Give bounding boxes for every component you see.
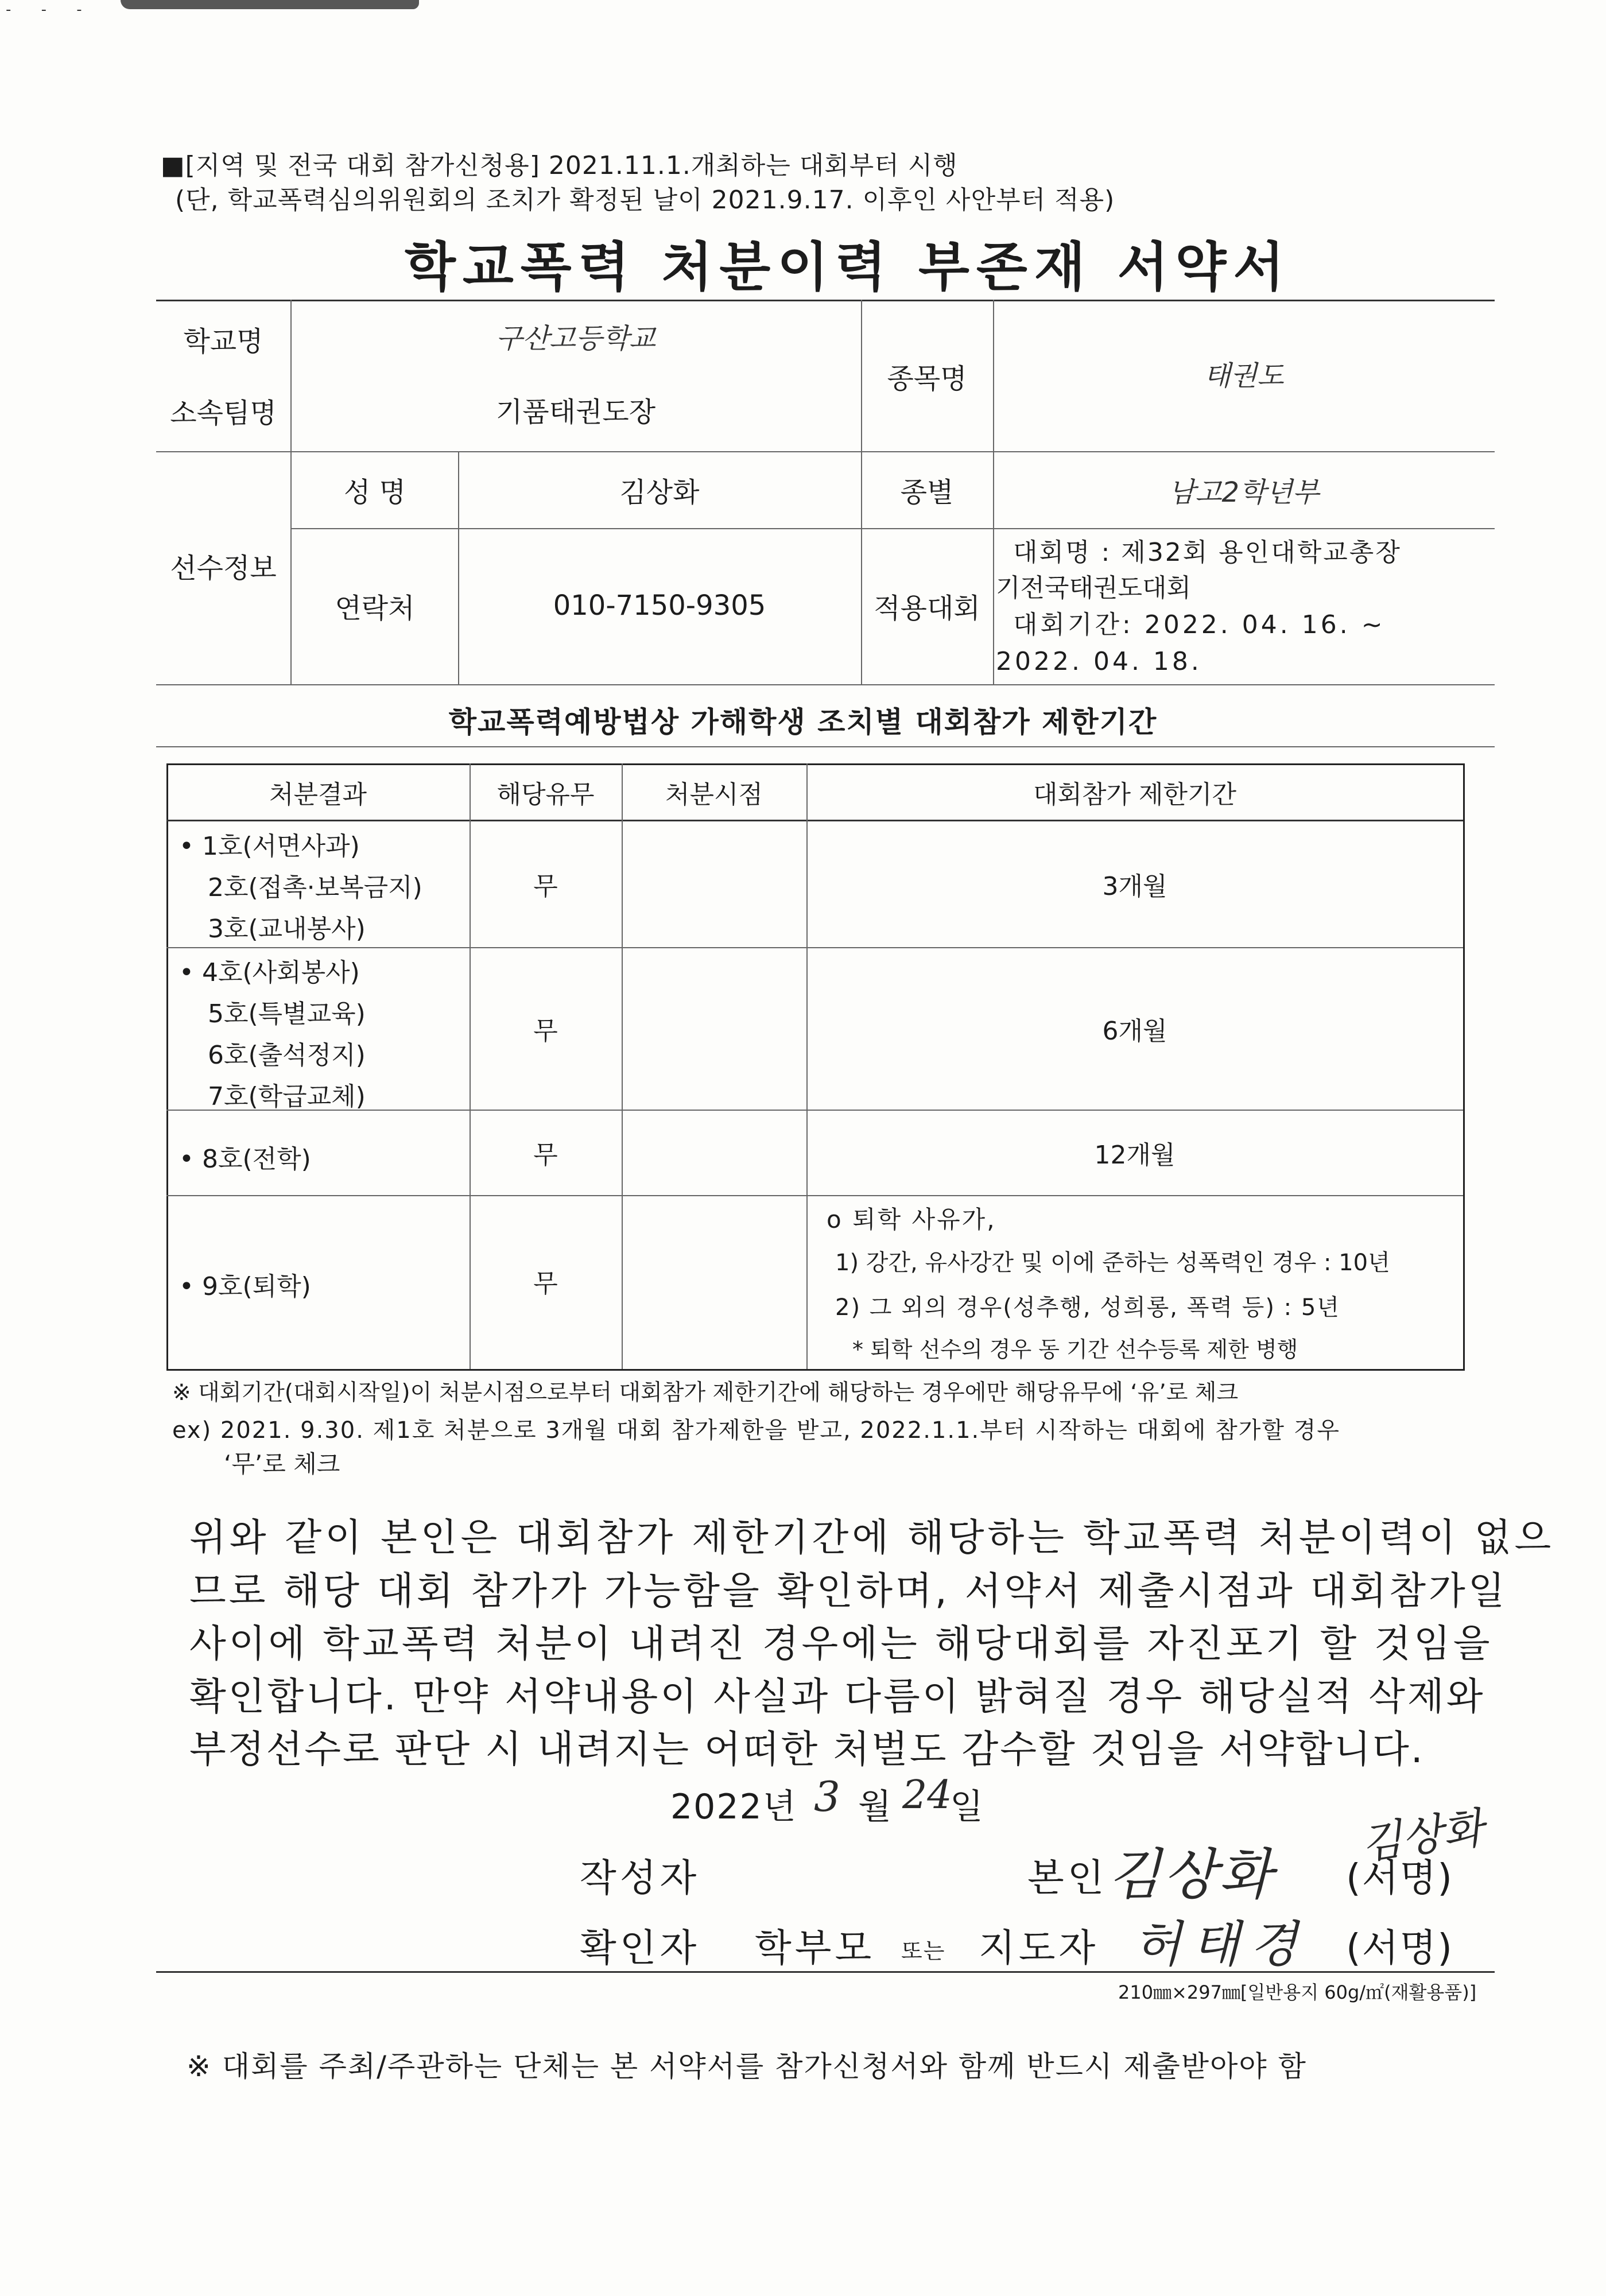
row1-line-1: • 1호(서면사과): [179, 825, 360, 862]
restriction-heading: 학교폭력예방법상 가해학생 조치별 대회참가 제한기간: [448, 705, 1158, 739]
date-day-value: 24: [902, 1773, 952, 1818]
restriction-heading-rule: [156, 746, 1495, 747]
row4-period-line-2: 1) 강간, 유사강간 및 이에 준하는 성폭력인 경우 : 10년: [835, 1250, 1390, 1276]
date-day-label: 일: [950, 1787, 987, 1827]
row2-line-3: 6호(출석정지): [208, 1041, 366, 1070]
row2-line-4: 7호(학급교체): [208, 1082, 366, 1111]
restriction-note-3: ‘무’로 체크: [224, 1450, 340, 1478]
footer-note: ※ 대회를 주최/주관하는 단체는 본 서약서를 참가신청서와 함께 반드시 제출받아야 함: [187, 2050, 1307, 2083]
row3-time: [622, 1130, 806, 1176]
info-athlete-row-rule: [292, 528, 1495, 529]
restriction-col-rule-3: [806, 763, 808, 1369]
row2-period: 6개월: [1102, 1017, 1167, 1046]
info-mid-rule: [156, 451, 1495, 452]
document-title: 학교폭력 처분이력 부존재 서약서: [405, 236, 1291, 298]
signature-rule: [156, 1971, 1495, 1973]
row4-applies: 무: [533, 1269, 558, 1298]
category-label: 종별: [900, 476, 954, 509]
event-label: 종목명: [887, 362, 967, 395]
contact-value: 010-7150-9305: [553, 589, 766, 622]
row4-period-line-1: o 퇴학 사유가,: [827, 1205, 996, 1234]
self-signature-initials: 김상화: [1357, 1803, 1487, 1870]
competition-line-2: 기전국태권도대회: [996, 573, 1192, 603]
competition-label: 적용대회: [874, 592, 980, 625]
self-sign-mark: (서명): [1346, 1856, 1454, 1900]
restriction-row-rule-3: [166, 1195, 1463, 1196]
restriction-note-2: ex) 2021. 9.30. 제1호 처분으로 3개월 대회 참가제한을 받고, 2022.1.1.부터 시작하는 대회에 참가할 경우: [172, 1417, 1341, 1444]
row3-line-1: • 8호(전학): [179, 1138, 311, 1175]
event-value: 태권도: [1204, 359, 1284, 392]
row4-period-line-3: 2) 그 외의 경우(성추행, 성희롱, 폭력 등) : 5년: [835, 1294, 1340, 1321]
athlete-name-value: 김상화: [619, 476, 700, 509]
athlete-info-label: 선수정보: [170, 552, 277, 584]
header-note-1: ■[지역 및 전국 대회 참가신청용] 2021.11.1.개최하는 대회부터 시행: [161, 151, 958, 180]
paper-spec: 210㎜×297㎜[일반용지 60g/㎡(재활용품)]: [1118, 1981, 1477, 2003]
row2-line-1: • 4호(사회봉사): [179, 952, 360, 988]
pledge-line-5: 부정선수로 판단 시 내려지는 어떠한 처벌도 감수할 것임을 서약합니다.: [189, 1727, 1425, 1771]
school-name-label: 학교명: [183, 325, 263, 358]
coach-signature: 허태경: [1134, 1916, 1308, 1973]
row1-line-2: 2호(접촉·보복금지): [208, 873, 422, 902]
row2-time: [622, 1006, 806, 1052]
row1-period: 3개월: [1102, 872, 1167, 901]
column-header-result: 처분결과: [269, 780, 367, 809]
pledge-line-4: 확인합니다. 만약 서약내용이 사실과 다름이 밝혀질 경우 해당실적 삭제와: [189, 1674, 1485, 1719]
row1-applies: 무: [533, 872, 558, 901]
team-name-label: 소속팀명: [170, 397, 277, 429]
header-note-2: (단, 학교폭력심의위원회의 조치가 확정된 날이 2021.9.17. 이후인 사안부터 적용): [175, 185, 1115, 215]
column-header-time: 처분시점: [665, 780, 763, 809]
or-label: 또는: [901, 1938, 946, 1964]
info-top-rule: [156, 300, 1495, 301]
row4-period-line-4: * 퇴학 선수의 경우 동 기간 선수등록 제한 병행: [852, 1337, 1298, 1362]
self-label: 본인: [1027, 1856, 1108, 1900]
row1-line-3: 3호(교내봉사): [208, 914, 366, 944]
date-year: 2022년: [670, 1787, 797, 1827]
row1-time: [622, 861, 806, 907]
pledge-line-2: 므로 해당 대회 참가가 가능함을 확인하며, 서약서 제출시점과 대회참가일: [189, 1569, 1508, 1613]
column-header-applies: 해당유무: [496, 780, 595, 809]
row3-applies: 무: [533, 1141, 558, 1170]
athlete-name-label: 성 명: [344, 476, 406, 509]
confirmer-label: 확인자: [580, 1926, 700, 1970]
category-value: 남고2학년부: [1168, 476, 1320, 509]
coach-sign-mark: (서명): [1346, 1926, 1454, 1970]
competition-line-1: 대회명 : 제32회 용인대학교총장: [1013, 538, 1402, 567]
row4-time: [622, 1258, 806, 1304]
row2-line-2: 5호(특별교육): [208, 999, 366, 1029]
competition-line-3: 대회기간: 2022. 04. 16. ~: [1013, 610, 1386, 639]
pledge-line-3: 사이에 학교폭력 처분이 내려진 경우에는 해당대회를 자진포기 할 것임을: [189, 1622, 1493, 1666]
self-signature: 김상화: [1108, 1843, 1275, 1907]
scan-smudge: [121, 0, 419, 9]
row3-period: 12개월: [1094, 1141, 1176, 1170]
date-month-label: 월: [858, 1787, 895, 1827]
scan-dots: - - -: [6, 1, 95, 18]
competition-line-4: 2022. 04. 18.: [996, 646, 1202, 676]
row4-line-1: • 9호(퇴학): [179, 1266, 311, 1302]
restriction-note-1: ※ 대회기간(대회시작일)이 처분시점으로부터 대회참가 제한기간에 해당하는 경우에만 해당유무에 ‘유’로 체크: [172, 1380, 1239, 1406]
restriction-header-rule: [166, 820, 1463, 821]
parent-label: 학부모: [755, 1926, 875, 1970]
writer-label: 작성자: [580, 1856, 700, 1900]
pledge-line-1: 위와 같이 본인은 대회참가 제한기간에 해당하는 학교폭력 처분이력이 없으: [189, 1515, 1555, 1560]
restriction-row-rule-1: [166, 947, 1463, 948]
column-header-period: 대회참가 제한기간: [1033, 780, 1237, 809]
row2-applies: 무: [533, 1017, 558, 1046]
date-month-value: 3: [814, 1773, 840, 1821]
contact-label: 연락처: [335, 592, 415, 625]
info-bottom-rule: [156, 684, 1495, 685]
coach-label: 지도자: [979, 1926, 1099, 1970]
team-name-value: 기품태권도장: [495, 395, 656, 428]
school-name-value: 구산고등학교: [495, 322, 656, 355]
